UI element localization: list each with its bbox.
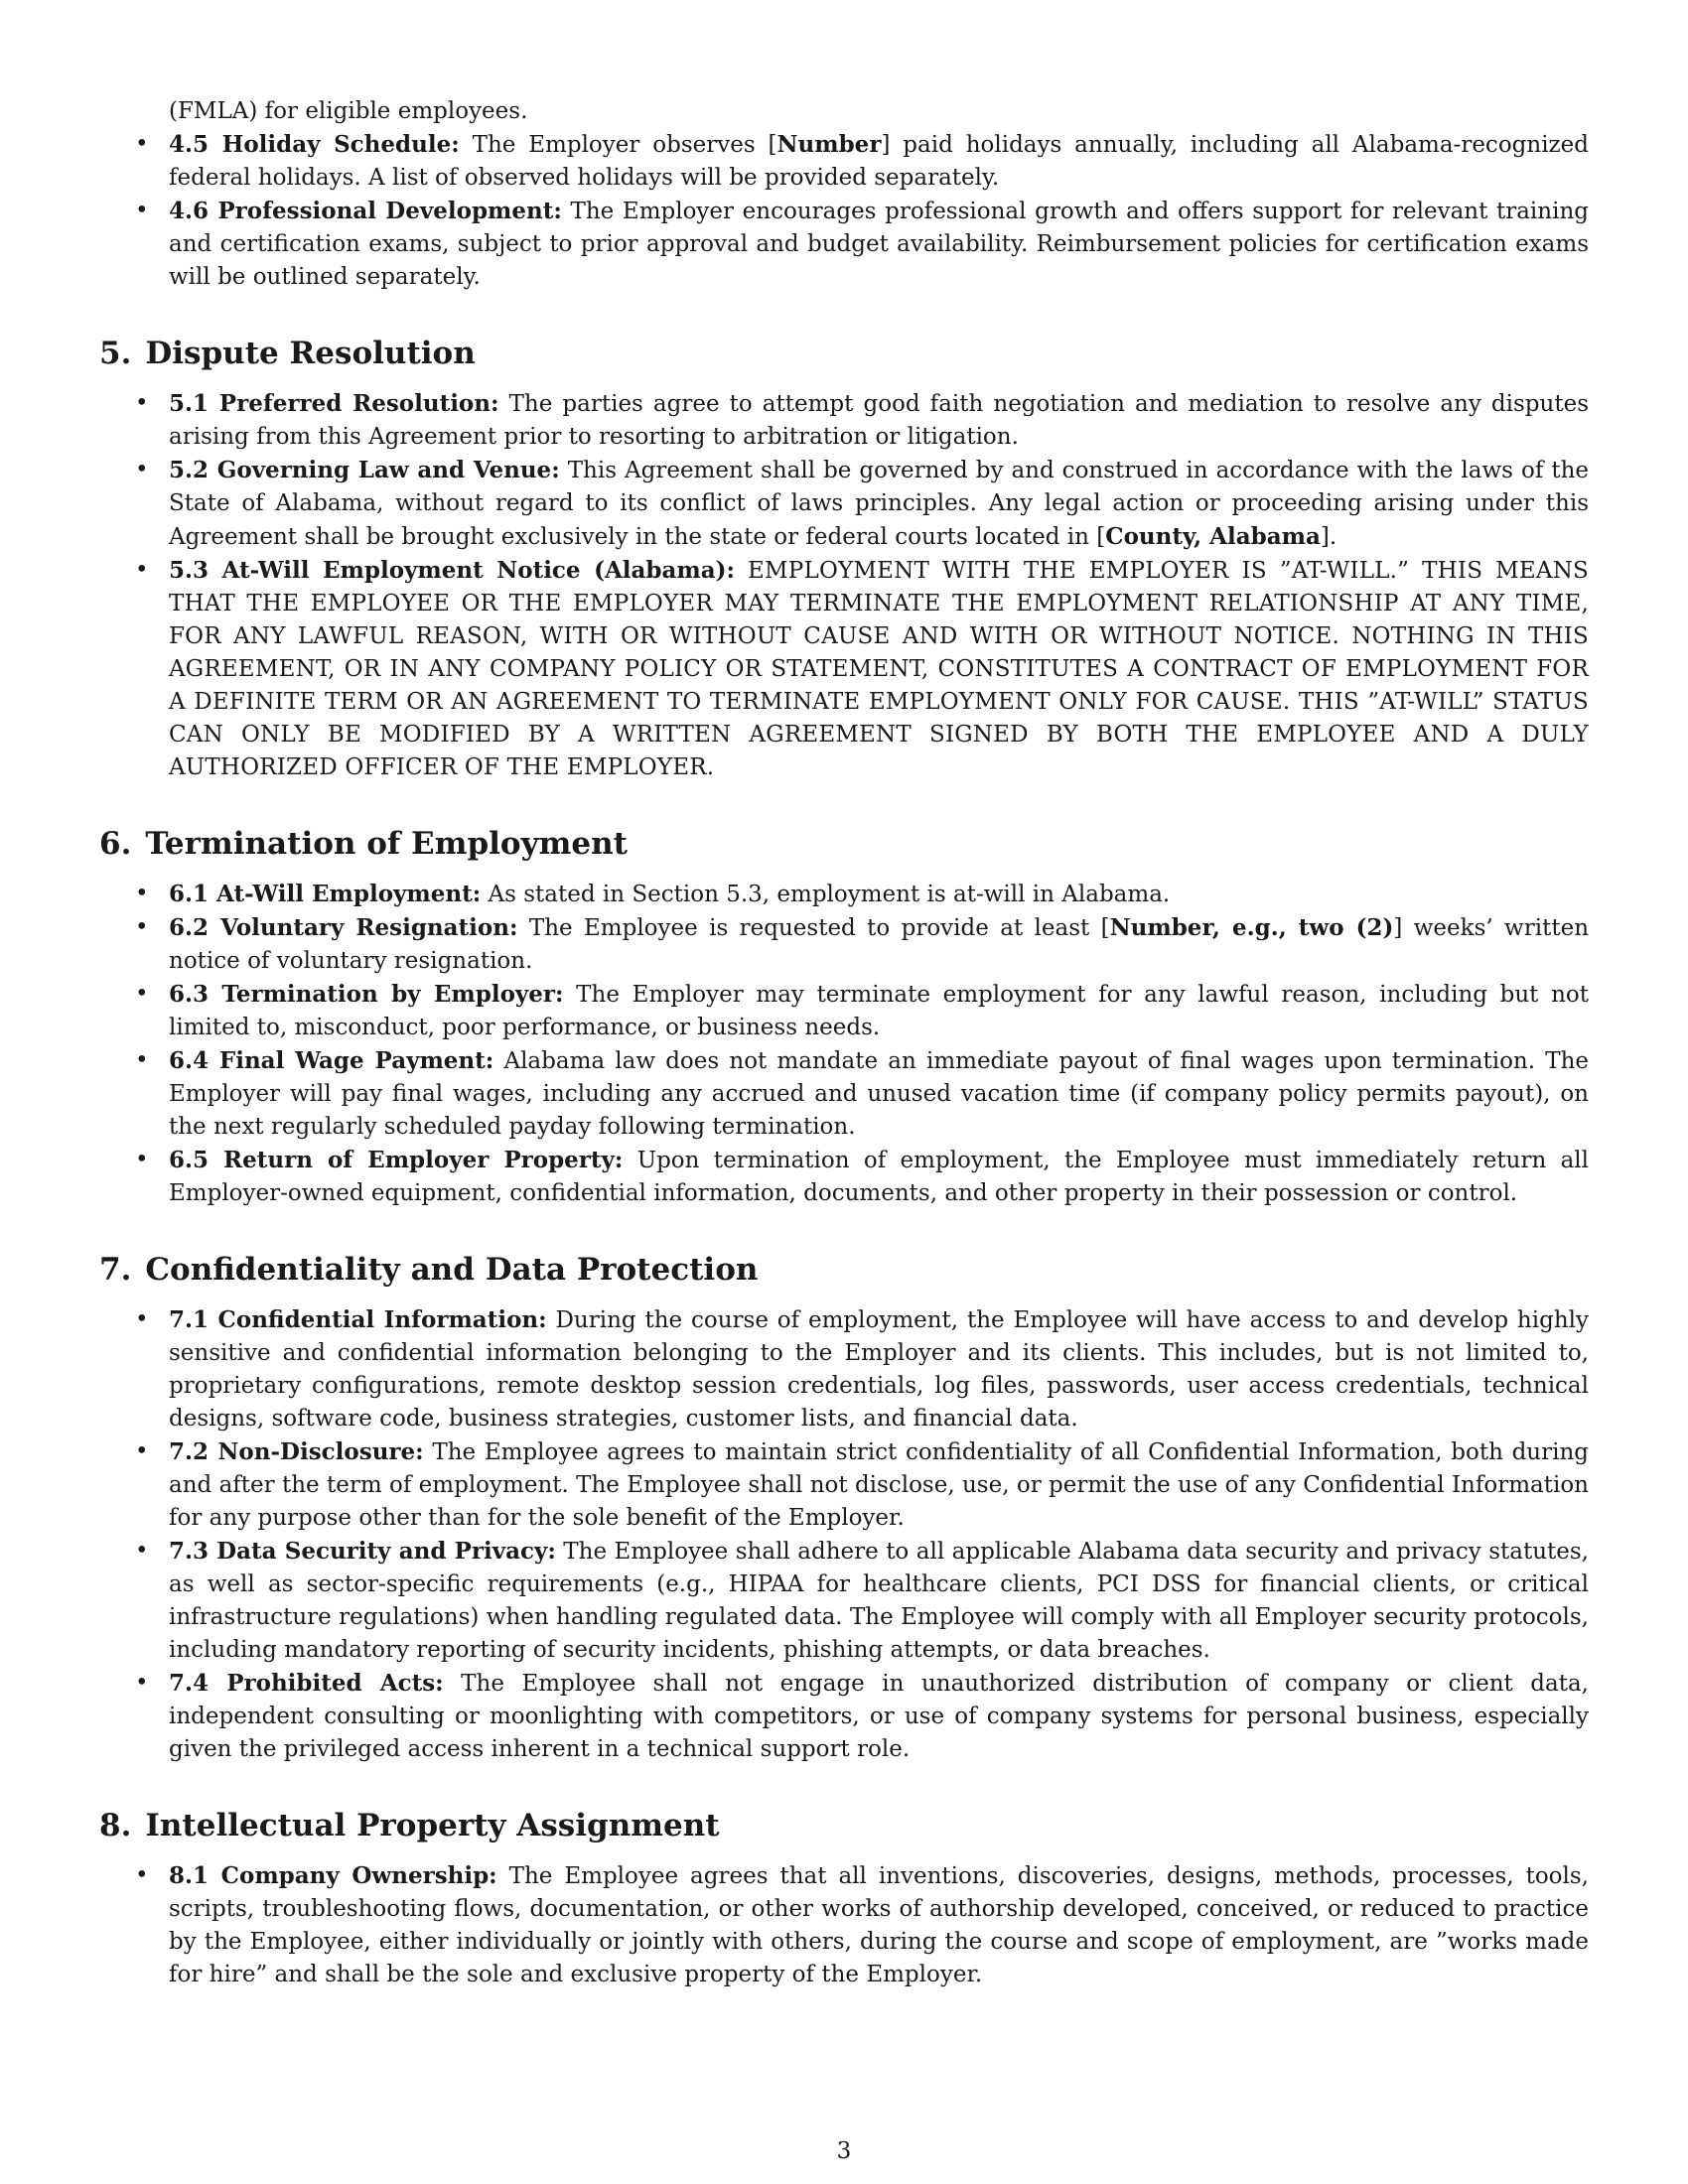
item-label: 6.1 At-Will Employment:: [169, 881, 482, 907]
list-item-5-3: [99, 554, 1589, 784]
item-text: The Employee is requested to provide at least [: [517, 915, 1110, 941]
section-8-list: [99, 1859, 1589, 1991]
list-item-5-2: [99, 454, 1589, 554]
section-title: Intellectual Property Assignment: [145, 1808, 720, 1843]
item-label: 5.2 Governing Law and Venue:: [169, 457, 560, 483]
item-text: The parties agree to attempt good faith negotiation and mediation to resolve any disputes arising from this Agreement prior to resorting to arbitration or litigation.: [169, 391, 1590, 450]
section-number: 5.: [99, 336, 132, 371]
item-label: 5.3 At-Will Employment Notice (Alabama):: [169, 557, 736, 584]
section-title: Termination of Employment: [145, 826, 629, 862]
item-label: 4.6 Professional Development:: [169, 198, 562, 224]
section-title: Dispute Resolution: [145, 336, 476, 371]
list-item-8-1: [99, 1859, 1589, 1991]
continuation-text: (FMLA) for eligible employees.: [169, 98, 528, 124]
list-item-7-2: [99, 1435, 1589, 1535]
section-6-list: [99, 878, 1589, 1210]
document-body: [99, 95, 1589, 1991]
page-number: 3: [836, 2138, 852, 2164]
section-heading-6: [99, 824, 1589, 864]
item-text: EMPLOYMENT WITH THE EMPLOYER IS ”AT-WILL.” THIS MEANS THAT THE EMPLOYEE OR THE EMPLOYER MAY TERMINATE THE EMPLOYMENT RELATIONSHIP AT ANY TIME, FOR ANY LAWFUL REASON, WITH OR WITHOUT CAUSE AND WITH OR WITHOUT NOTICE. NOTHING IN THIS AGREEMENT, OR IN ANY COMPANY POLICY OR STATEMENT, CONSTITUTES A CONTRACT OF EMPLOYMENT FOR A DEFINITE TERM OR AN AGREEMENT TO TERMINATE EMPLOYMENT ONLY FOR CAUSE. THIS ”AT-WILL” STATUS CAN ONLY BE MODIFIED BY A WRITTEN AGREEMENT SIGNED BY BOTH THE EMPLOYEE AND A DULY AUTHORIZED OFFICER OF THE EMPLOYER.: [169, 558, 1589, 780]
section-title: Confidentiality and Data Protection: [145, 1252, 759, 1288]
item-label: 7.3 Data Security and Privacy:: [169, 1538, 556, 1565]
item-text: ].: [1320, 524, 1337, 550]
section-heading-5: [99, 334, 1589, 373]
item-text: The Employer observes [: [459, 132, 777, 158]
item-label: 7.1 Confidential Information:: [169, 1306, 547, 1333]
item-text: ] weeks’ written notice of voluntary resignation.: [169, 915, 1590, 974]
section-number: 6.: [99, 826, 132, 862]
item-label: 7.2 Non-Disclosure:: [169, 1438, 424, 1465]
list-item-6-3: [99, 978, 1589, 1044]
item-text: ] paid holidays annually, including all Alabama-recognized federal holidays. A list of observed holidays will be provided separately.: [169, 132, 1590, 191]
item-text: Upon termination of employment, the Employee must immediately return all Employer-owned equipment, confidential information, documents, and other property in their possession or control.: [169, 1148, 1590, 1206]
item-label: 6.2 Voluntary Resignation:: [169, 914, 518, 941]
list-item-4-6: [99, 195, 1589, 294]
item-label: 4.5 Holiday Schedule:: [169, 131, 460, 158]
placeholder-text: Number, e.g., two (2): [1109, 914, 1394, 941]
list-item-7-4: [99, 1667, 1589, 1766]
placeholder-text: Number: [776, 131, 882, 158]
item-label: 6.5 Return of Employer Property:: [169, 1147, 624, 1173]
list-item-6-4: [99, 1044, 1589, 1144]
placeholder-text: County, Alabama: [1105, 523, 1321, 550]
list-item-5-1: [99, 387, 1589, 454]
item-label: 5.1 Preferred Resolution:: [169, 390, 499, 417]
item-label: 6.3 Termination by Employer:: [169, 981, 564, 1008]
item-text: The Employee agrees that all inventions, discoveries, designs, methods, processes, tools, scripts, troubleshooting flows, documentation, or other works of authorship developed, conceived, or reduced to practice by the Employee, either individually or jointly with others, during the course and scope of employment, are ”works made for hire” and shall be the sole and exclusive property of the Employer.: [169, 1863, 1589, 1987]
list-item-4-5: [99, 128, 1589, 195]
section-heading-8: [99, 1806, 1589, 1845]
item-text: The Employee shall not engage in unauthorized distribution of company or client data, independent consulting or moonlighting with competitors, or use of company systems for personal business, especially given the privileged access inherent in a technical support role.: [169, 1671, 1589, 1762]
section-number: 7.: [99, 1252, 132, 1288]
section-7-list: [99, 1303, 1589, 1766]
item-text: This Agreement shall be governed by and construed in accordance with the laws of the State of Alabama, without regard to its conflict of laws principles. Any legal action or proceeding arising under this Agreement shall be brought exclusively in the state or federal courts located in [: [169, 458, 1589, 550]
list-item-7-3: [99, 1535, 1589, 1667]
section-4-list: [99, 128, 1589, 294]
item-label: 7.4 Prohibited Acts:: [169, 1670, 444, 1697]
section-heading-7: [99, 1250, 1589, 1290]
item-text: During the course of employment, the Employee will have access to and develop highly sensitive and confidential information belonging to the Employer and its clients. This includes, but is not limited to, proprietary configurations, remote desktop session credentials, log files, passwords, user access credentials, technical designs, software code, business strategies, customer lists, and financial data.: [169, 1307, 1589, 1432]
list-item-6-1: [99, 878, 1589, 911]
item-text: The Employee agrees to maintain strict confidentiality of all Confidential Information, both during and after the term of employment. The Employee shall not disclose, use, or permit the use of any Confidential Information for any purpose other than for the sole benefit of the Employer.: [169, 1439, 1590, 1531]
item-text: The Employer encourages professional growth and offers support for relevant training and certification exams, subject to prior approval and budget availability. Reimbursement policies for certification exams will be outlined separately.: [169, 199, 1589, 290]
item-text: The Employee shall adhere to all applicable Alabama data security and privacy statutes, as well as sector-specific requirements (e.g., HIPAA for healthcare clients, PCI DSS for financial clients, or critical infrastructure regulations) when handling regulated data. The Employee will comply with all Employer security protocols, including mandatory reporting of security incidents, phishing attempts, or data breaches.: [169, 1539, 1589, 1663]
item-text: The Employer may terminate employment for any lawful reason, including but not limited to, misconduct, poor performance, or business needs.: [169, 982, 1589, 1040]
section-5-list: [99, 387, 1589, 784]
list-item-7-1: [99, 1303, 1589, 1435]
list-item-6-2: [99, 911, 1589, 978]
list-item-6-5: [99, 1144, 1589, 1210]
item-label: 6.4 Final Wage Payment:: [169, 1047, 494, 1074]
item-label: 8.1 Company Ownership:: [169, 1862, 497, 1889]
item-text: As stated in Section 5.3, employment is at-will in Alabama.: [481, 882, 1171, 907]
section-number: 8.: [99, 1808, 132, 1843]
item-text: Alabama law does not mandate an immediate payout of final wages upon termination. The Employer will pay final wages, including any accrued and unused vacation time (if company policy permits payout), on the next regularly scheduled payday following termination.: [169, 1048, 1589, 1140]
